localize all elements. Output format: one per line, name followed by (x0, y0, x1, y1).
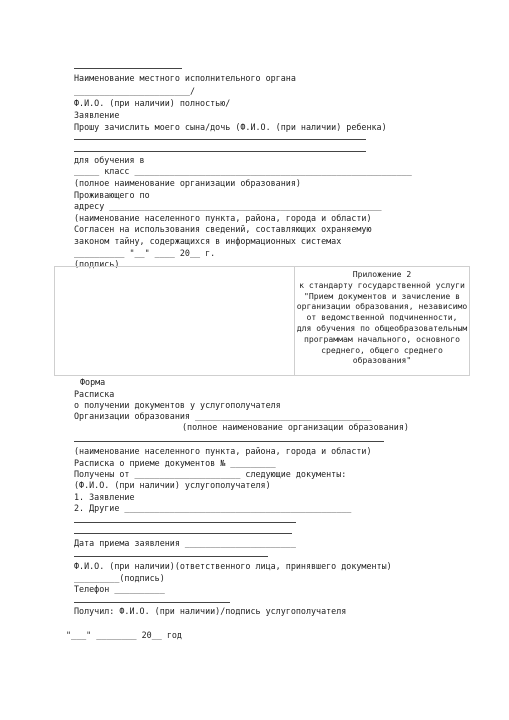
receipt-title: Расписка (74, 389, 115, 399)
date-line: __________ "__" ____ 20__ г. (74, 248, 216, 258)
received-from: Получены от _____________________ следующие документы: (74, 469, 347, 479)
item-2: 2. Другие _____________________________________________ (74, 503, 352, 513)
responsible-label: Ф.И.О. (при наличии)(ответственного лица, принявшего документы) (74, 561, 392, 571)
receipt-date-line: "___" ________ 20__ год (66, 630, 182, 640)
appendix-line-4: организации образования, независимо (296, 301, 468, 312)
receipt-number: Расписка о приеме документов № _________ (74, 458, 276, 468)
fio-label: Ф.И.О. (при наличии) полностью/ (74, 98, 231, 108)
class-line: _____ класс _______________________________________________________ (74, 166, 412, 176)
appendix-line-8: среднего, общего среднего (321, 344, 443, 355)
application-date: Дата приема заявления ______________________ (74, 538, 296, 548)
form-label: Форма (80, 377, 106, 387)
appendix-line-5: от ведомственной подчиненности, (306, 312, 458, 323)
org-line: Организации образования ___________________________________ (74, 411, 372, 421)
got-label: Получил: Ф.И.О. (при наличии)/подпись услугополучателя (74, 606, 347, 616)
docs-rule-1 (74, 522, 296, 523)
statement-title: Заявление (74, 110, 120, 120)
consent-line-1: Согласен на использования сведений, составляющих охраняемую (74, 224, 372, 234)
locality-rule (74, 441, 384, 442)
appendix-line-6: для обучения по общеобразовательным (296, 322, 468, 333)
address-line: адресу ______________________________________________________ (74, 201, 382, 211)
appendix-line-2: к стандарту государственной услуги (299, 279, 465, 290)
org-full-name-label: (полное наименование организации образования) (74, 178, 301, 188)
appendix-line-1: Приложение 2 (352, 269, 412, 279)
item-1: 1. Заявление (74, 492, 135, 502)
appendix-text (296, 269, 468, 366)
header-rule (74, 68, 182, 69)
consent-line-2: законом тайну, содержащихся в информационных системах (74, 236, 342, 246)
receipt-signature: _________(подпись) (74, 573, 165, 583)
for-study-label: для обучения в (74, 155, 145, 165)
locality-label: (наименование населенного пункта, района, города и области) (74, 213, 372, 223)
docs-rule-2 (74, 533, 292, 534)
org-name-label: Наименование местного исполнительного органа (74, 73, 296, 83)
child-name-rule-1 (74, 139, 366, 140)
receipt-org-full-name: (полное наименование организации образования) (182, 422, 409, 432)
receiver-fio-label: (Ф.И.О. (при наличии) услугополучателя) (74, 480, 271, 490)
phone-line: Телефон __________ (74, 584, 165, 594)
receipt-locality: (наименование населенного пункта, района, города и области) (74, 446, 372, 456)
fio-line: _______________________/ (74, 86, 196, 96)
child-name-rule-2 (74, 151, 366, 152)
appendix-line-3: "Прием документов и зачисление в (304, 290, 460, 301)
residing-label: Проживающего по (74, 190, 150, 200)
request-text: Прошу зачислить моего сына/дочь (Ф.И.О. (при наличии) ребенка) (74, 122, 387, 132)
got-rule (74, 602, 230, 603)
receipt-subtitle: о получении документов у услугополучателя (74, 400, 281, 410)
signature-label: (подпись) (74, 259, 120, 269)
appendix-divider (294, 266, 295, 375)
responsible-rule (74, 556, 268, 557)
appendix-line-7: программам начального, основного (304, 333, 460, 344)
appendix-line-9: образования" (352, 355, 412, 366)
